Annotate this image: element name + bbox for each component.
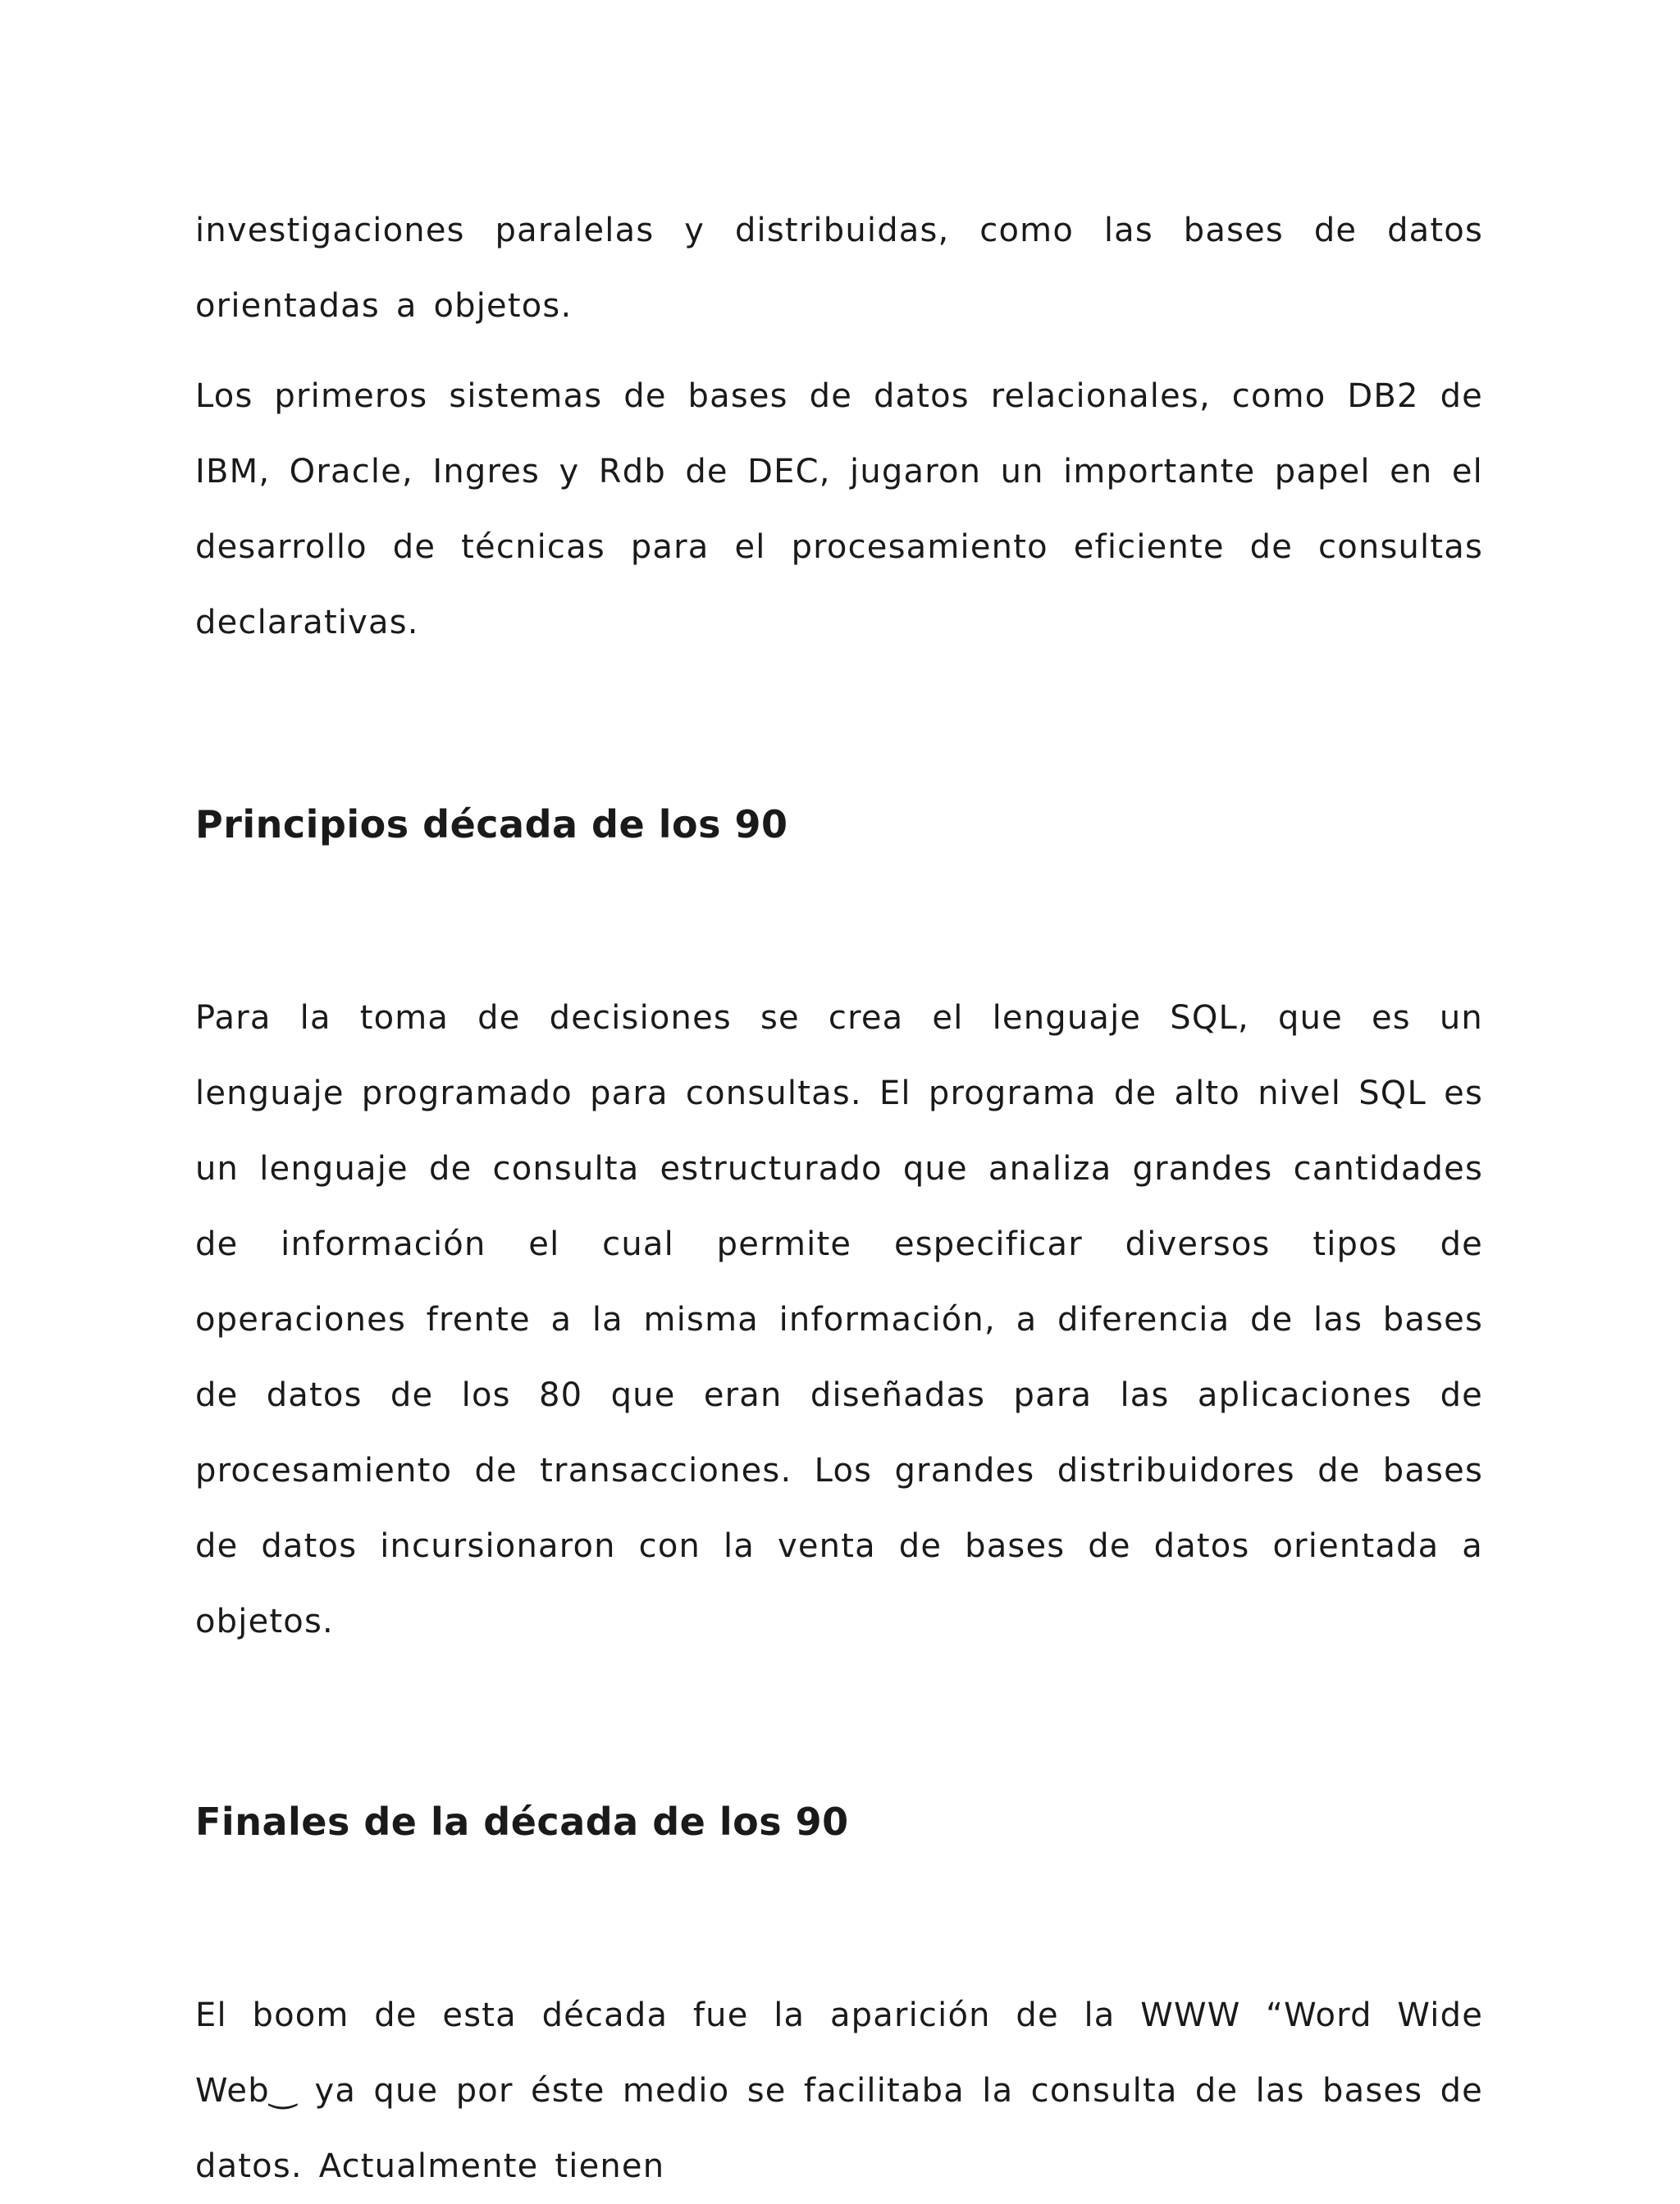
paragraph-objetos: investigaciones paralelas y distribuidas, como las bases de datos orientadas a objetos. bbox=[195, 212, 1483, 325]
document-body bbox=[195, 193, 1483, 2204]
heading-early-90s: Principios década de los 90 bbox=[195, 802, 788, 846]
paragraph-relational-systems: Los primeros sistemas de bases de datos relacionales, como DB2 de IBM, Oracle, Ingres y Rdb de DEC, jugaron un importante papel en el desarrollo de técnicas para el procesamiento eficiente de consultas declarativas. bbox=[195, 377, 1483, 641]
paragraph-www: El boom de esta década fue la aparición de la WWW “Word Wide Web‿ ya que por éste medio se facilitaba la consulta de las bases de datos. Actualmente tienen bbox=[195, 1996, 1483, 2185]
paragraph-sql: Para la toma de decisiones se crea el lenguaje SQL, que es un lenguaje programado para consultas. El programa de alto nivel SQL es un lenguaje de consulta estructurado que analiza grandes cantidades de información el cual permite especificar diversos tipos de operaciones frente a la misma información, a diferencia de las bases de datos de los 80 que eran diseñadas para las aplicaciones de procesamiento de transacciones. Los grandes distribuidores de bases de datos incursionaron con la venta de bases de datos orientada a objetos. bbox=[195, 999, 1483, 1640]
heading-late-90s: Finales de la década de los 90 bbox=[195, 1800, 849, 1844]
